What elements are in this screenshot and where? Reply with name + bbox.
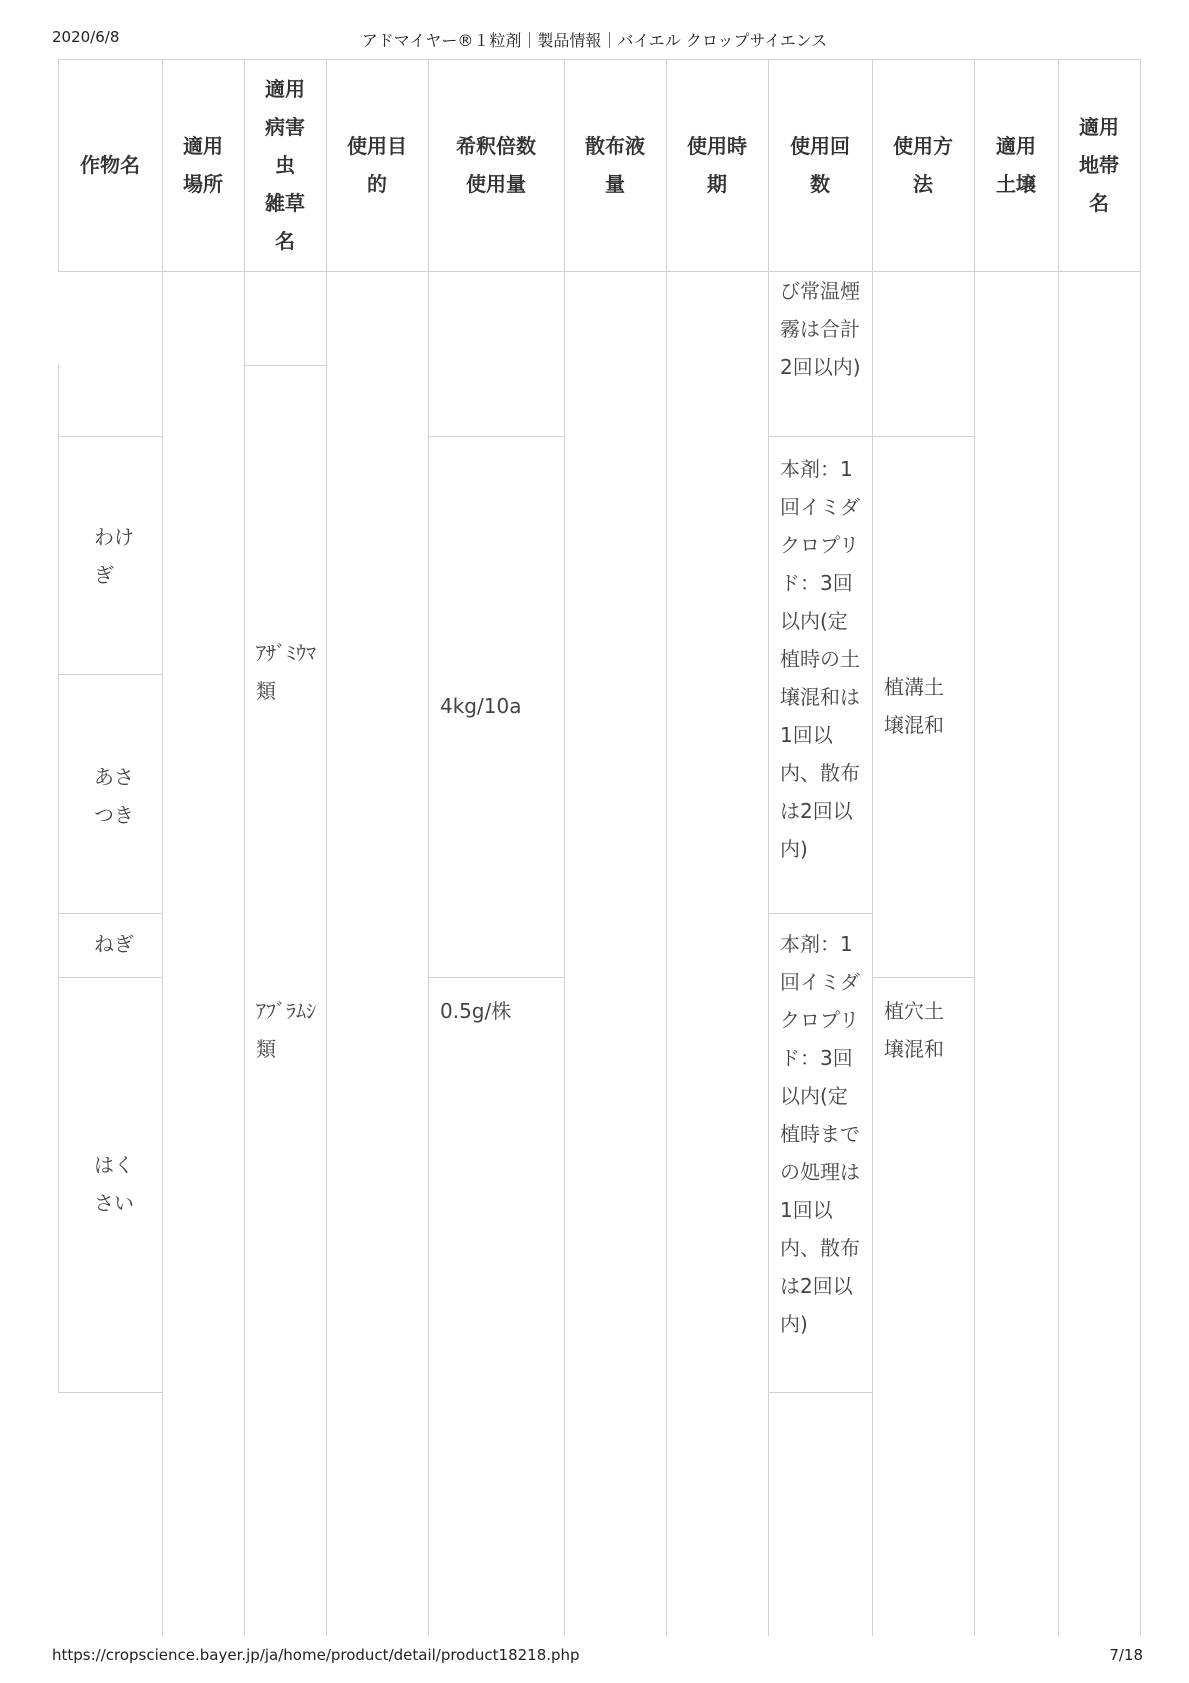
method-cell-furrow: 植溝土壌混和	[884, 675, 944, 737]
print-date: 2020/6/8	[52, 28, 120, 46]
grid-line-vertical	[666, 271, 667, 1636]
grid-line-horizontal	[58, 977, 162, 978]
grid-line-horizontal	[872, 977, 974, 978]
count-cell-row2: 本剤：1回イミダクロプリド：3回以内(定植時までの処理は1回以内、散布は2回以内)	[780, 932, 860, 1336]
grid-line-horizontal	[58, 1392, 162, 1393]
header-purpose: 使用目 的	[347, 134, 407, 196]
print-url: https://cropscience.bayer.jp/ja/home/product/detail/product18218.php	[52, 1646, 580, 1664]
count-cell-row1: 本剤：1回イミダクロプリド：3回以内(定植時の土壌混和は1回以内、散布は2回以内)	[780, 457, 860, 861]
grid-line-vertical	[428, 271, 429, 1636]
grid-line-horizontal	[58, 913, 162, 914]
header-count: 使用回 数	[790, 134, 850, 196]
grid-line-horizontal	[244, 365, 326, 366]
grid-line-horizontal	[58, 674, 162, 675]
grid-line-vertical	[974, 271, 975, 1636]
grid-line-vertical	[564, 271, 565, 1636]
pest-cell-aphids: ｱﾌﾞﾗﾑｼ類	[256, 999, 316, 1061]
header-application-place: 適用 場所	[183, 134, 223, 196]
grid-line-vertical	[768, 271, 769, 1636]
grid-line-horizontal	[768, 436, 872, 437]
grid-line-vertical	[1140, 271, 1141, 1636]
grid-line-vertical	[326, 271, 327, 1636]
grid-line-vertical	[162, 271, 163, 1636]
grid-line-horizontal	[58, 436, 162, 437]
pest-cell-thrips: ｱｻﾞﾐｳﾏ類	[256, 641, 316, 703]
grid-line-vertical	[1140, 59, 1141, 271]
grid-line-horizontal	[428, 977, 564, 978]
header-crop-name: 作物名	[80, 153, 140, 177]
grid-line-horizontal	[58, 271, 1140, 272]
crop-cell-negi: ねぎ	[94, 932, 134, 956]
grid-line-vertical	[1058, 271, 1059, 1636]
header-timing: 使用時 期	[687, 134, 747, 196]
header-soil: 適用 土壌	[996, 134, 1036, 196]
method-cell-hole: 植穴土壌混和	[884, 999, 944, 1061]
header-region: 適用 地帯 名	[1079, 115, 1119, 215]
print-title: アドマイヤー®１粒剤｜製品情報｜バイエル クロップサイエンス	[361, 31, 828, 50]
grid-line-horizontal	[768, 913, 872, 914]
header-method: 使用方 法	[893, 134, 953, 196]
crop-cell-asatsuki: あさつき	[94, 765, 134, 827]
grid-line-horizontal	[872, 436, 974, 437]
header-spray-volume: 散布液 量	[585, 134, 645, 196]
grid-line-horizontal	[768, 1392, 872, 1393]
amount-cell-4kg: 4kg/10a	[440, 694, 522, 718]
crop-cell-hakusai: はくさい	[94, 1153, 134, 1215]
print-page-number: 7/18	[1109, 1646, 1143, 1664]
header-dilution-amount: 希釈倍数 使用量	[456, 134, 536, 196]
grid-line-vertical	[244, 271, 245, 1636]
header-target-pest: 適用 病害 虫 雑草 名	[265, 77, 305, 253]
count-cell-continued: び常温煙霧は合計2回以内)	[780, 279, 861, 379]
grid-line-horizontal	[428, 436, 564, 437]
crop-cell-wakegi: わけぎ	[94, 525, 134, 587]
amount-cell-05g: 0.5g/株	[440, 999, 512, 1023]
grid-line-vertical	[58, 365, 59, 1392]
grid-line-vertical	[872, 271, 873, 1636]
